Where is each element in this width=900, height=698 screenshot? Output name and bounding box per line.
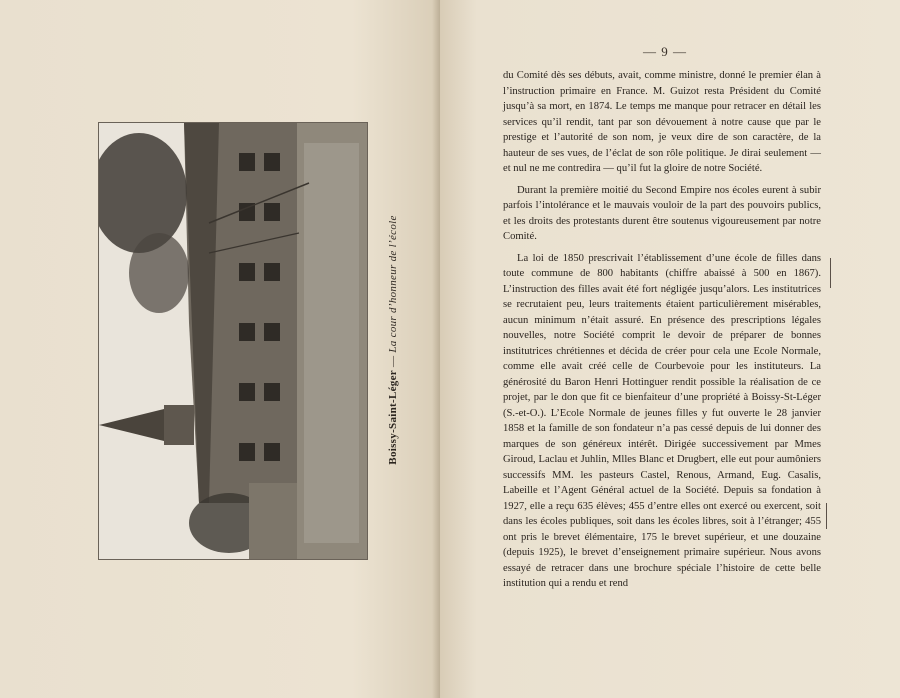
photo-wall xyxy=(249,483,297,559)
left-page xyxy=(0,0,440,698)
body-text xyxy=(503,68,821,598)
photo-caption xyxy=(382,122,404,558)
photo-plate xyxy=(98,122,368,560)
caption-description: La cour d’honneur de l’école xyxy=(387,215,399,353)
photo-tower xyxy=(164,405,194,445)
photo-path xyxy=(304,143,359,543)
paragraph: du Comité dès ses débuts, avait, comme ministre, donné le premier élan à l’instruction primaire en France. M. Guizot resta Président du Comité jusqu’à sa mort, en 1874. Le temps me manque pour retracer en détail les services qu’il rendit, tant par son dévouement à notre cause que par le prestige et l’autorité de son nom, je veux dire de son caractère, de la hauteur de ses vues, de l’éclat de son rôle politique. Je dirai seulement — et nul ne me contredira — qu’il fut la gloire de notre Société. xyxy=(503,70,821,174)
page-number: — 9 — xyxy=(643,44,687,59)
paragraph: La loi de 1850 prescrivait l’établissement d’une école de filles dans toute commune de 800 habitants (chiffre abaissé à 500 en 1867). L’instruction des filles avait été fort négligée jusqu’alors. Les institutrices se recrutaient peu, leurs traitements étaient particulièrement misérables, aucun minimum n’était assuré. En présence des prescriptions légales nouvelles, notre Société comprit le devoir de préparer de bonnes institutrices chrétiennes et décida de créer pour cela une Ecole Normale, comme elle avait créé celle de Courbevoie pour les instituteurs. La générosité du Baron Henri Hottinguer rendit possible la réalisation de ce projet, par le don que fit ce bienfaiteur d’une propriété à Boissy-St-Léger (S.-et-O.). L’Ecole Normale de jeunes filles y fut ouverte le 28 janvier 1858 et la famille de son fondateur n’a pas cessé depuis de lui donner des marques de son généreux intérêt. Dirigée successivement par Mmes Giroud, Laclau et Juhlin, Mlles Blanc et Drugbert, elle eut pour aumôniers successifs MM. les pasteurs Castel, Renous, Armand, Eug. Casalis, Labeille et l’Agent Général actuel de la Société. Depuis sa fondation à 1927, elle a reçu 635 élèves; 455 d’entre elles ont exercé ou exercent, soit dans les écoles publiques, soit dans les écoles libres, soit à l’étranger; 455 ont pris le brevet élémentaire, 175 le brevet supérieur, et une douzaine (depuis 1925), le brevet d’enseignement primaire supérieur. Nous avons essayé de retracer dans une brochure spéciale l’histoire de cette belle institution qui a rendu et rend xyxy=(503,252,821,589)
photo-tree-2 xyxy=(129,233,189,313)
margin-mark xyxy=(826,503,827,529)
margin-mark xyxy=(830,258,831,288)
school-photo xyxy=(99,123,367,559)
paragraph: Durant la première moitié du Second Empire nos écoles eurent à subir parfois l’intolérance et le mauvais vouloir de la part des pouvoirs publics, et les droits des protestants durent être soutenus vigoureusement par notre Comité. xyxy=(503,184,821,242)
caption-place: Boissy-Saint-Léger xyxy=(387,370,399,465)
caption-separator: — xyxy=(387,355,399,367)
